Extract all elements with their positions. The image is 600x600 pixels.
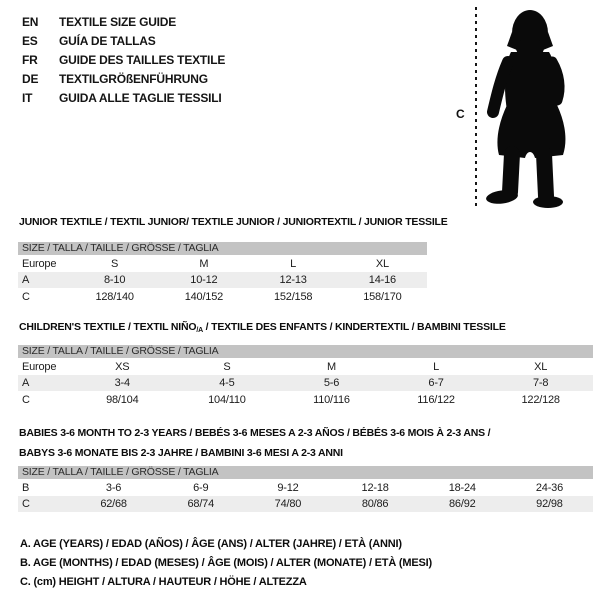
size-cell: 5-6 bbox=[323, 377, 340, 389]
size-cell: 86/92 bbox=[449, 498, 476, 510]
size-cell: 152/158 bbox=[273, 290, 313, 303]
language-row-fr bbox=[22, 50, 225, 69]
babies-title-line2: BABYS 3-6 MONATE BIS 2-3 JAHRE / BAMBINI 3-6 MESI A 2-3 ANNI bbox=[19, 446, 343, 459]
language-code: EN bbox=[22, 14, 39, 29]
table-row bbox=[18, 375, 593, 391]
language-row-it bbox=[22, 88, 225, 107]
legend-footnotes bbox=[20, 535, 432, 592]
footnote-height: C. (cm) HEIGHT / ALTURA / HAUTEUR / HÖHE / ALTEZZA bbox=[20, 576, 307, 588]
size-cell: M bbox=[199, 257, 209, 270]
size-cell: L bbox=[433, 360, 440, 373]
row-label: C bbox=[22, 498, 30, 510]
size-cell: 8-10 bbox=[104, 274, 126, 286]
size-cell: XS bbox=[115, 360, 130, 373]
babies-size-table bbox=[18, 466, 593, 512]
height-dashed-line bbox=[473, 7, 479, 209]
size-cell: XL bbox=[534, 360, 548, 373]
size-cell: 6-7 bbox=[428, 377, 444, 389]
size-cell: 110/116 bbox=[313, 393, 350, 406]
size-cell: L bbox=[290, 257, 297, 270]
size-cell: 98/104 bbox=[106, 393, 139, 406]
table-row bbox=[18, 496, 593, 512]
size-table-header: SIZE / TALLA / TAILLE / GRÖSSE / TAGLIA bbox=[18, 466, 593, 479]
size-cell: 158/170 bbox=[363, 290, 402, 303]
row-label: A bbox=[22, 377, 30, 389]
size-cell: 6-9 bbox=[193, 481, 209, 494]
row-label: C bbox=[22, 393, 30, 406]
table-row bbox=[18, 479, 593, 496]
toddler-silhouette-icon bbox=[482, 2, 600, 214]
size-cell: 14-16 bbox=[368, 274, 396, 286]
row-label: Europe bbox=[22, 360, 57, 373]
language-row-de bbox=[22, 69, 225, 88]
language-title: TEXTILGRÖßENFÜHRUNG bbox=[59, 71, 208, 86]
size-cell: 68/74 bbox=[187, 498, 215, 510]
table-row bbox=[18, 391, 593, 408]
language-code: FR bbox=[22, 52, 38, 67]
babies-section-title bbox=[19, 424, 490, 463]
size-cell: S bbox=[111, 257, 119, 270]
size-cell: 140/152 bbox=[184, 290, 224, 303]
row-label: B bbox=[22, 481, 30, 494]
size-cell: 12-13 bbox=[279, 274, 307, 286]
junior-section-title: JUNIOR TEXTILE / TEXTIL JUNIOR/ TEXTILE JUNIOR / JUNIORTEXTIL / JUNIOR TESSILE bbox=[19, 216, 448, 228]
size-cell: 128/140 bbox=[95, 290, 134, 303]
language-code: IT bbox=[22, 90, 33, 105]
table-row bbox=[18, 272, 427, 288]
size-cell: 74/80 bbox=[274, 498, 302, 510]
size-cell: M bbox=[327, 360, 336, 373]
table-row bbox=[18, 358, 593, 375]
language-code: DE bbox=[22, 71, 39, 86]
language-row-en bbox=[22, 12, 225, 31]
size-cell: S bbox=[223, 360, 231, 373]
language-code: ES bbox=[22, 33, 38, 48]
size-cell: 12-18 bbox=[361, 481, 389, 494]
table-row bbox=[18, 288, 427, 305]
language-title-list bbox=[22, 12, 225, 107]
size-cell: 104/110 bbox=[208, 393, 246, 406]
row-label: Europe bbox=[22, 257, 57, 270]
row-label: C bbox=[22, 290, 30, 303]
size-cell: 62/68 bbox=[100, 498, 127, 510]
size-cell: 92/98 bbox=[536, 498, 563, 510]
size-cell: 3-4 bbox=[114, 377, 130, 389]
children-section-title bbox=[19, 321, 506, 334]
size-cell: 116/122 bbox=[417, 393, 455, 406]
table-row bbox=[18, 255, 427, 272]
language-row-es bbox=[22, 31, 225, 50]
title-subscript: /A bbox=[196, 327, 203, 334]
size-cell: 9-12 bbox=[277, 481, 299, 494]
size-cell: 4-5 bbox=[219, 377, 235, 389]
size-cell: 18-24 bbox=[448, 481, 476, 494]
children-size-table bbox=[18, 345, 593, 408]
row-label: A bbox=[22, 274, 30, 286]
size-cell: 7-8 bbox=[533, 377, 549, 389]
size-cell: 24-36 bbox=[535, 481, 564, 494]
height-marker-label: C bbox=[456, 107, 465, 121]
language-title: GUÍA DE TALLAS bbox=[59, 33, 156, 48]
junior-size-table bbox=[18, 242, 427, 305]
footnote-age-years: A. AGE (YEARS) / EDAD (AÑOS) / ÂGE (ANS) / ALTER (JAHRE) / ETÀ (ANNI) bbox=[20, 538, 402, 550]
size-cell: 3-6 bbox=[105, 481, 122, 494]
size-cell: 122/128 bbox=[521, 393, 560, 406]
title-part: / TEXTILE DES ENFANTS / KINDERTEXTIL / BAMBINI TESSILE bbox=[202, 321, 506, 333]
footnote-age-months: B. AGE (MONTHS) / EDAD (MESES) / ÂGE (MOIS) / ALTER (MONATE) / ETÀ (MESI) bbox=[20, 557, 432, 569]
size-cell: XL bbox=[375, 257, 389, 270]
language-title: GUIDA ALLE TAGLIE TESSILI bbox=[59, 90, 222, 105]
language-title: GUIDE DES TAILLES TEXTILE bbox=[59, 52, 226, 67]
language-title: TEXTILE SIZE GUIDE bbox=[59, 14, 177, 29]
size-cell: 80/86 bbox=[361, 498, 389, 510]
size-cell: 10-12 bbox=[190, 274, 218, 286]
size-table-header: SIZE / TALLA / TAILLE / GRÖSSE / TAGLIA bbox=[18, 242, 427, 255]
size-table-header: SIZE / TALLA / TAILLE / GRÖSSE / TAGLIA bbox=[18, 345, 593, 358]
babies-title-line1: BABIES 3-6 MONTH TO 2-3 YEARS / BEBÉS 3-6 MESES A 2-3 AÑOS / BÉBÉS 3-6 MOIS À 2-3 ANS / bbox=[19, 427, 491, 439]
title-part: CHILDREN'S TEXTILE / TEXTIL NIÑO bbox=[19, 321, 197, 333]
